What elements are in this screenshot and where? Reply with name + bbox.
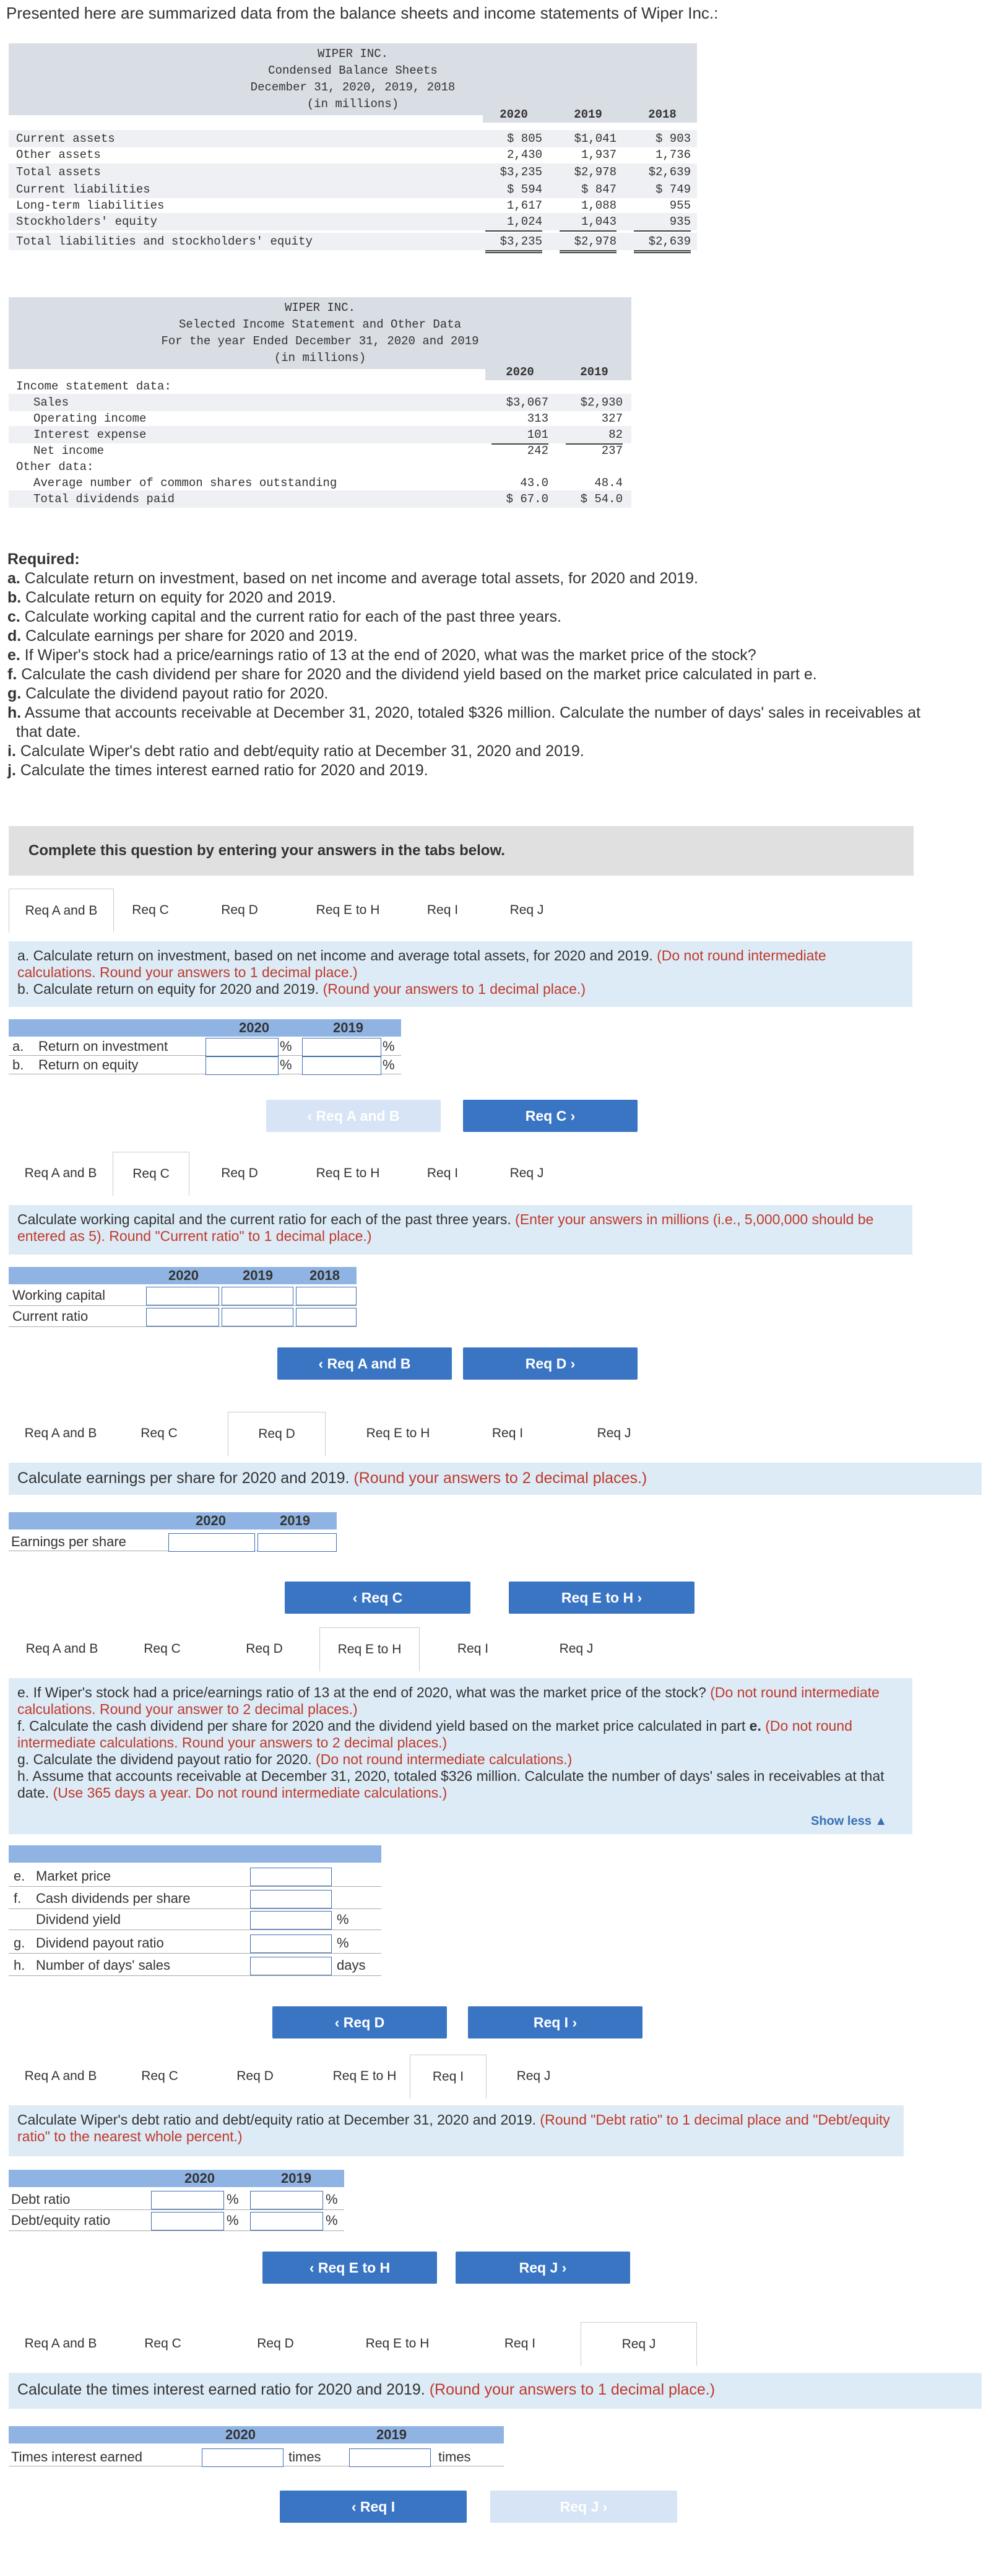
tab-req-i[interactable]: Req I	[426, 1166, 459, 1180]
answer-input[interactable]	[250, 1911, 332, 1930]
col-2020: 2020	[500, 108, 528, 121]
row-label: Dividend payout ratio	[36, 1935, 164, 1951]
tab-bar	[9, 1627, 912, 1671]
tab-req-j[interactable]: Req J	[509, 903, 544, 917]
row-value: 2,430	[485, 146, 542, 165]
answer-input[interactable]	[206, 1056, 279, 1075]
balance-row	[9, 233, 697, 250]
balance-row	[9, 130, 697, 147]
answer-grid-header	[9, 1845, 381, 1863]
row-label: Cash dividends per share	[36, 1891, 191, 1906]
balance-row	[9, 213, 697, 230]
row-label: Operating income	[33, 412, 147, 425]
row-value: 43.0	[520, 476, 548, 490]
row-value: $2,930	[580, 396, 623, 409]
col-2019: 2019	[580, 365, 608, 379]
answer-input[interactable]	[250, 1957, 332, 1975]
row-value: $ 67.0	[506, 492, 548, 506]
answer-input[interactable]	[250, 1868, 332, 1886]
chevron-left-icon: ‹	[351, 2499, 360, 2515]
percent-unit: %	[280, 1038, 292, 1054]
answer-input[interactable]	[206, 1038, 279, 1056]
balance-sheet	[9, 43, 697, 268]
question-i: Calculate Wiper's debt ratio and debt/equity ratio at December 31, 2020 and 2019. (Round "Debt ratio" to 1 decimal place and "Debt/equity ratio" to the nearest whole percent.)	[9, 2105, 904, 2156]
instruction-banner: Complete this question by entering your answers in the tabs below.	[9, 826, 914, 876]
answer-input[interactable]	[250, 1934, 332, 1953]
answer-input[interactable]	[151, 2191, 224, 2209]
chevron-right-icon: ›	[599, 2499, 608, 2515]
prev-button[interactable]: ‹ Req A and B	[277, 1347, 452, 1380]
tab-req-d[interactable]: Req D	[246, 1642, 283, 1656]
answer-input[interactable]	[202, 2448, 283, 2467]
row-value: $1,041	[574, 132, 617, 146]
year-2019-header: 2019	[333, 1020, 363, 1035]
row-label: Interest expense	[33, 428, 147, 442]
col-2019: 2019	[574, 108, 602, 121]
row-value: $2,639	[634, 233, 691, 253]
answer-grid-header	[9, 2426, 504, 2443]
row-value: 935	[634, 213, 691, 232]
year-2019-header: 2019	[280, 1513, 310, 1528]
required-item: c. Calculate working capital and the current ratio for each of the past three years.	[7, 608, 561, 625]
tab-req-e-to-h[interactable]: Req E to H	[332, 2069, 397, 2083]
next-button[interactable]: Req J ›	[490, 2491, 677, 2523]
next-button[interactable]: Req D ›	[463, 1347, 638, 1380]
required-item: e. If Wiper's stock had a price/earnings ratio of 13 at the end of 2020, what was the market price of the stock?	[7, 646, 756, 664]
row-label: Current liabilities	[16, 183, 150, 196]
percent-unit: %	[383, 1038, 395, 1054]
required-item: d. Calculate earnings per share for 2020 and 2019.	[7, 627, 358, 645]
row-value: 242	[527, 444, 548, 458]
year-2019-header: 2019	[376, 2427, 407, 2442]
required-item: i. Calculate Wiper's debt ratio and debt/equity ratio at December 31, 2020 and 2019.	[7, 742, 584, 760]
show-less-link[interactable]: Show less ▲	[811, 1814, 888, 1828]
income-row	[9, 426, 631, 443]
tab-req-j[interactable]: Req J	[509, 1166, 544, 1180]
balance-row	[9, 197, 697, 214]
tab-req-e-to-h[interactable]: Req E to H	[316, 903, 380, 917]
tab-req-j[interactable]: Req J	[597, 1426, 631, 1440]
year-2019-header: 2019	[243, 1268, 273, 1283]
row-value: 1,736	[634, 146, 691, 165]
row-value: 48.4	[594, 476, 623, 490]
required-item: that date.	[16, 723, 81, 741]
row-label: Net income	[33, 444, 105, 458]
prev-button[interactable]: ‹ Req E to H	[262, 2252, 437, 2284]
percent-unit: %	[280, 1057, 292, 1073]
row-key: a.	[12, 1038, 24, 1054]
row-value: $ 54.0	[580, 492, 623, 506]
row-value: 1,088	[581, 199, 617, 212]
chevron-left-icon: ‹	[309, 2260, 318, 2276]
income-row	[9, 394, 631, 411]
answer-input[interactable]	[250, 1890, 332, 1908]
row-label: Earnings per share	[11, 1534, 126, 1549]
row-value: $ 847	[581, 183, 617, 196]
chevron-left-icon: ‹	[334, 2014, 344, 2030]
row-value: $2,639	[634, 163, 691, 184]
next-button[interactable]: Req J ›	[456, 2252, 630, 2284]
tab-bar	[9, 1412, 912, 1455]
income-row	[9, 410, 631, 427]
row-value: 1,937	[560, 146, 617, 165]
required-list: Required: a. Calculate return on investment, based on net income and average total assets, for 2020 and 2019. b. Calculate return on equity for 2020 and 2019. c. Calculate working capital and the current ratio for each of the past three years. d. Calculate earnings per share for 2020 and 2019. e. If Wiper's stock had a price/earnings ratio of 13 at the end of 2020, what was the market price of the stock? f. Calculate the cash dividend per share for 2020 and the dividend yield based on the market price calculated in part e. g. Calculate the dividend payout ratio for 2020. h. Assume that accounts receivable at December 31, 2020, totaled $326 million. Calculate the number of days' sales in receivables at that date. i. Calculate Wiper's debt ratio and debt/equity ratio at December 31, 2020 and 2019. j. Calculate the times interest earned ratio for 2020 and 2019.	[7, 550, 921, 779]
required-item: b. Calculate return on equity for 2020 and 2019.	[7, 589, 336, 606]
answer-input[interactable]	[222, 1308, 293, 1326]
row-value: $2,978	[560, 163, 617, 184]
chevron-right-icon: ›	[566, 1355, 576, 1372]
row-value: $ 805	[506, 132, 542, 146]
answer-input[interactable]	[296, 1308, 357, 1326]
row-label: Return on equity	[38, 1057, 139, 1073]
year-2020-header: 2020	[239, 1020, 269, 1035]
unit-label: days	[337, 1957, 366, 1973]
section-label: Income statement data:	[16, 380, 171, 393]
tab-req-a-and-b[interactable]: Req A and B	[24, 1426, 97, 1440]
row-label: Stockholders' equity	[16, 215, 158, 228]
income-row	[9, 474, 631, 492]
answer-input[interactable]	[302, 1038, 381, 1056]
row-label: Total assets	[16, 165, 101, 179]
row-label: Current ratio	[12, 1308, 89, 1324]
row-value: $ 594	[506, 183, 542, 196]
answer-input[interactable]	[222, 1287, 293, 1305]
tab-req-i[interactable]: Req I	[504, 2336, 536, 2351]
row-label: Debt ratio	[11, 2191, 71, 2207]
tab-req-c[interactable]: Req C	[132, 903, 169, 917]
question-d: Calculate earnings per share for 2020 and 2019. (Round your answers to 2 decimal places.)	[9, 1463, 982, 1495]
balance-row	[9, 146, 697, 163]
next-button[interactable]: Req E to H ›	[509, 1582, 695, 1614]
tab-req-i[interactable]: Req I	[426, 903, 459, 917]
row-label: Sales	[33, 396, 69, 409]
income-statement-header: WIPER INC. Selected Income Statement and Other Data For the year Ended December 31, 2020 and 2019 (in millions)	[9, 297, 631, 369]
row-key: e.	[14, 1868, 25, 1884]
year-2020-header: 2020	[196, 1513, 226, 1528]
balance-row	[9, 163, 697, 181]
row-value: 237	[601, 444, 623, 458]
tab-bar	[9, 889, 912, 932]
chevron-right-icon: ›	[568, 2014, 578, 2030]
answer-input[interactable]	[296, 1287, 357, 1305]
row-label: Dividend yield	[36, 1912, 121, 1927]
answer-input[interactable]	[302, 1056, 381, 1075]
year-2019-header: 2019	[281, 2170, 311, 2186]
year-2020-header: 2020	[184, 2170, 215, 2186]
tab-req-j[interactable]: Req J	[559, 1642, 594, 1656]
year-2020-header: 2020	[225, 2427, 256, 2442]
chevron-left-icon: ‹	[318, 1355, 327, 1372]
question-ab: a. Calculate return on investment, based on net income and average total assets, for 2020 and 2019. (Do not round intermediate calculations. Round your answers to 1 decimal place.) b. Calculate return on equity for 2020 and 2019. (Round your answers to 1 decimal place.)	[9, 941, 912, 1007]
row-key: h.	[14, 1957, 25, 1973]
percent-unit: %	[326, 2191, 338, 2207]
prev-button[interactable]: ‹ Req I	[280, 2491, 467, 2523]
next-button[interactable]: Req I ›	[468, 2006, 643, 2039]
unit-label: %	[337, 1912, 349, 1927]
row-value: 1,024	[485, 213, 542, 232]
intro-text: Presented here are summarized data from the balance sheets and income statements of Wiper Inc.:	[6, 4, 719, 22]
question-j: Calculate the times interest earned ratio for 2020 and 2019. (Round your answers to 1 decimal place.)	[9, 2373, 982, 2409]
percent-unit: %	[227, 2191, 239, 2207]
required-item: a. Calculate return on investment, based on net income and average total assets, for 2020 and 2019.	[7, 570, 699, 587]
tab-req-i[interactable]: Req I	[410, 2055, 487, 2099]
tab-req-c[interactable]: Req C	[141, 1426, 178, 1440]
tab-req-e-to-h[interactable]: Req E to H	[365, 2336, 430, 2351]
row-label: Total dividends paid	[33, 492, 175, 506]
row-label: Debt/equity ratio	[11, 2213, 111, 2228]
row-label: Other assets	[16, 148, 101, 162]
percent-unit: %	[383, 1057, 395, 1073]
row-value: $3,235	[485, 163, 542, 184]
income-statement	[9, 297, 631, 519]
row-value: 101	[491, 426, 548, 445]
row-key: f.	[14, 1891, 22, 1906]
chevron-left-icon: ‹	[307, 1108, 316, 1124]
year-2020-header: 2020	[168, 1268, 199, 1283]
tab-req-a-and-b[interactable]: Req A and B	[24, 2069, 97, 2083]
percent-unit: %	[227, 2213, 239, 2228]
required-item: f. Calculate the cash dividend per share for 2020 and the dividend yield based on the market price calculated in part e.	[7, 666, 817, 683]
row-value: $3,067	[506, 396, 548, 409]
col-2018: 2018	[648, 108, 677, 121]
answer-input[interactable]	[168, 1533, 255, 1552]
tab-req-d[interactable]: Req D	[228, 1412, 326, 1456]
next-button[interactable]: Req C ›	[463, 1100, 638, 1132]
tab-bar	[9, 1152, 912, 1195]
question-e-to-h: e. If Wiper's stock had a price/earnings ratio of 13 at the end of 2020, what was the market price of the stock? (Do not round intermediate calculations. Round your answer to 2 decimal places.) f. Calculate the cash dividend per share for 2020 and the dividend yield based on the market price calculated in part e. (Do not round intermediate calculations. Round your answers to 2 decimal places.) g. Calculate the dividend payout ratio for 2020. (Do not round intermediate calculations.) h. Assume that accounts receivable at December 31, 2020, totaled $326 million. Calculate the number of days' sales in receivables at that date. (Use 365 days a year. Do not round intermediate calculations.)	[9, 1678, 912, 1834]
tab-req-i[interactable]: Req I	[457, 1642, 489, 1656]
row-value: 955	[669, 199, 691, 212]
answer-input[interactable]	[146, 1308, 219, 1326]
required-item: h. Assume that accounts receivable at December 31, 2020, totaled $326 million. Calculate the number of days' sales in receivables at	[7, 704, 921, 721]
unit-label: %	[337, 1935, 349, 1951]
row-value: 313	[527, 412, 548, 425]
times-unit: times	[438, 2449, 471, 2465]
question-c: Calculate working capital and the current ratio for each of the past three years. (Enter your answers in millions (i.e., 5,000,000 should be entered as 5). Round "Current ratio" to 1 decimal place.)	[9, 1205, 912, 1255]
chevron-right-icon: ›	[633, 1590, 643, 1606]
prev-button[interactable]: ‹ Req A and B	[266, 1100, 441, 1132]
percent-unit: %	[326, 2213, 338, 2228]
balance-sheet-header: WIPER INC. Condensed Balance Sheets December 31, 2020, 2019, 2018 (in millions)	[9, 43, 697, 115]
balance-row	[9, 181, 697, 198]
tab-bar	[9, 2322, 912, 2365]
tab-req-c[interactable]: Req C	[141, 2069, 178, 2083]
row-value: 327	[601, 412, 623, 425]
row-label: Return on investment	[38, 1038, 168, 1054]
tab-req-d[interactable]: Req D	[257, 2336, 294, 2351]
row-key: g.	[14, 1935, 25, 1951]
tab-req-e-to-h[interactable]: Req E to H	[366, 1426, 430, 1440]
row-value: $3,235	[485, 233, 542, 253]
tab-req-a-and-b[interactable]: Req A and B	[25, 1642, 98, 1656]
row-label: Average number of common shares outstanding	[33, 476, 337, 490]
income-row	[9, 442, 631, 459]
row-key: b.	[12, 1057, 24, 1073]
row-label: Times interest earned	[11, 2449, 142, 2465]
tab-req-d[interactable]: Req D	[221, 1166, 258, 1180]
chevron-right-icon: ›	[566, 1108, 576, 1124]
tab-req-c[interactable]: Req C	[144, 2336, 181, 2351]
prev-button[interactable]: ‹ Req C	[285, 1582, 470, 1614]
row-label: Number of days' sales	[36, 1957, 170, 1973]
year-2018-header: 2018	[309, 1268, 340, 1283]
tab-req-i[interactable]: Req I	[491, 1426, 524, 1440]
tab-req-j[interactable]: Req J	[581, 2322, 697, 2366]
answer-input[interactable]	[349, 2448, 431, 2467]
answer-input[interactable]	[250, 2191, 323, 2209]
row-label: Current assets	[16, 132, 115, 146]
income-row	[9, 490, 631, 508]
tab-req-c[interactable]: Req C	[113, 1152, 189, 1196]
answer-input[interactable]	[250, 2212, 323, 2230]
tab-req-a-and-b[interactable]: Req A and B	[9, 889, 114, 933]
row-label: Market price	[36, 1868, 111, 1884]
tab-req-e-to-h[interactable]: Req E to H	[319, 1627, 420, 1671]
row-value: $ 903	[655, 132, 691, 146]
answer-input[interactable]	[257, 1533, 337, 1552]
tab-req-a-and-b[interactable]: Req A and B	[24, 1166, 97, 1180]
times-unit: times	[288, 2449, 321, 2465]
row-value: 1,043	[560, 213, 617, 232]
required-item: g. Calculate the dividend payout ratio for 2020.	[7, 685, 329, 702]
row-value: $ 749	[655, 183, 691, 196]
row-value: 82	[566, 426, 623, 445]
tab-req-e-to-h[interactable]: Req E to H	[316, 1166, 380, 1180]
tab-req-j[interactable]: Req J	[516, 2069, 551, 2083]
answer-input[interactable]	[151, 2212, 224, 2230]
prev-button[interactable]: ‹ Req D	[272, 2006, 447, 2039]
col-2020: 2020	[506, 365, 534, 379]
section-label: Other data:	[16, 460, 94, 474]
answer-input[interactable]	[146, 1287, 219, 1305]
tab-req-a-and-b[interactable]: Req A and B	[24, 2336, 97, 2351]
row-label: Working capital	[12, 1287, 105, 1303]
tab-bar	[9, 2055, 912, 2098]
tab-req-d[interactable]: Req D	[236, 2069, 274, 2083]
required-item: j. Calculate the times interest earned ratio for 2020 and 2019.	[7, 762, 428, 779]
chevron-right-icon: ›	[558, 2260, 567, 2276]
row-label: Total liabilities and stockholders' equity	[16, 235, 313, 248]
row-value: 1,617	[506, 199, 542, 212]
tab-req-d[interactable]: Req D	[221, 903, 258, 917]
row-label: Long-term liabilities	[16, 199, 165, 212]
tab-req-c[interactable]: Req C	[144, 1642, 181, 1656]
row-value: $2,978	[560, 233, 617, 253]
chevron-left-icon: ‹	[352, 1590, 361, 1606]
